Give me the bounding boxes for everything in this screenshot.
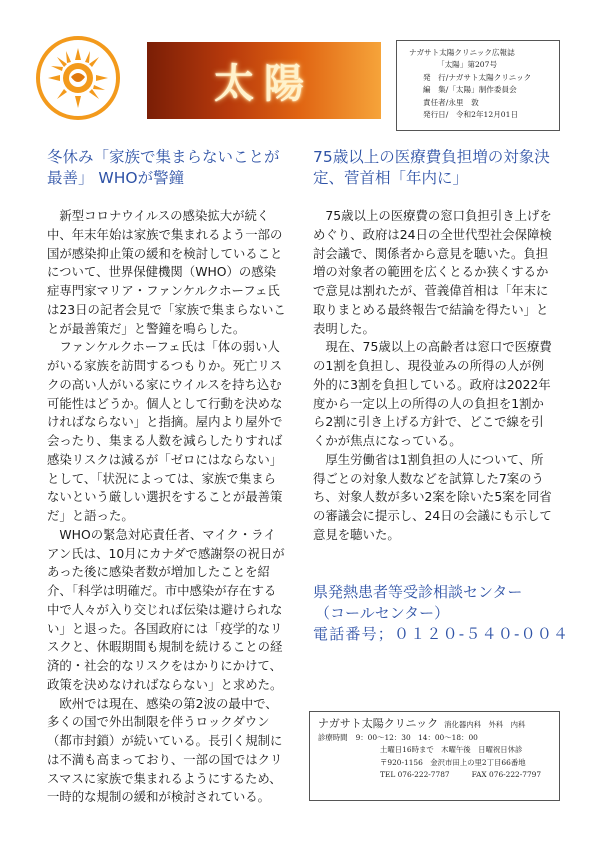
clinic-fax: FAX 076-222-7797	[471, 770, 542, 780]
info-line: 発 行/ナガサト太陽クリニック	[423, 72, 532, 82]
paragraph: 厚生労働省は1割負担の人について、所得ごとの対象人数などを試算した7案のうち、対象人数が多い2案を除いた5案を同省の審議会に提示し、24日の会議にも示して意見を聴いた。	[313, 451, 552, 542]
paragraph: 75歳以上の医療費の窓口負担引き上げをめぐり、政府は24日の全世代型社会保障検討会議で、関係者から意見を聴いた。負担増の対象者の範囲を広くとるか狭くするかで意見は割れたが、菅義偉首相は「年末に取りまとめる最終報告で結論を得たい」と表明した。	[313, 208, 552, 336]
info-line: 責任者/永里 敦	[423, 97, 479, 107]
masthead-banner	[147, 42, 381, 119]
right-article-body	[313, 207, 553, 545]
clinic-info-box	[309, 711, 560, 801]
clinic-note: 土曜日16時まで 木曜午後 日曜祝日休診	[380, 745, 523, 755]
center-phone: 電話番号；０１２０-５４０-００４	[313, 625, 570, 643]
left-article-headline: 冬休み「家族で集まらないことが最善」 WHOが警鐘	[47, 148, 280, 187]
paragraph: 新型コロナウイルスの感染拡大が続く中、年末年始は家族で集まれるよう一部の国が感染抑止策の緩和を検討していることについて、世界保健機関（WHO）の感染症専門家マリア・ファンケルクホーフェ氏は23日の記者会見で「家族で集まらないことが最善策だ」と警鐘を鳴らした。	[47, 208, 286, 336]
left-article-body	[47, 207, 287, 807]
paragraph: 欧州では現在、感染の第2波の最中で、多くの国で外出制限を伴うロックダウン（都市封鎖）が続いている。長引く規制には不満も高まっており、一部の国ではクリスマスに家族で集まれるようにするため、一時的な規制の緩和が検討されている。	[47, 695, 283, 805]
center-name: 県発熱患者等受診相談センター	[313, 583, 523, 601]
paragraph: 現在、75歳以上の高齢者は窓口で医療費の1割を負担し、現役並みの所得の人が例外的に3割を負担している。政府は2022年度から一定以上の所得の人の負担を1割から2割に引き上げる方針で、どこで線を引くかが焦点になっている。	[313, 339, 552, 448]
info-line: ナガサト太陽クリニック広報誌	[409, 48, 515, 57]
consultation-center	[313, 582, 573, 645]
clinic-name: ナガサト太陽クリニック	[318, 717, 439, 730]
paragraph: ファンケルクホーフェ氏は「体の弱い人がいる家族を訪問するつもりか。死亡リスクの高い人がいる家にウイルスを持ち込む可能性はどうか。個人として行動を決めなければならない」と指摘。屋内より屋外で会ったり、集まる人数を減らしたりすれば感染リスクは減るが「ゼロにはならない」として、「状況によっては、家族で集まらないという厳しい選択をすることが最善策だ」と語った。	[47, 339, 283, 523]
info-line: 「太陽」第207号	[437, 60, 498, 70]
clinic-address: 〒920-1156 金沢市田上の里2丁目66番地	[380, 757, 526, 767]
sun-logo	[36, 36, 120, 120]
paragraph: WHOの緊急対応責任者、マイク・ライアン氏は、10月にカナダで感謝祭の祝日があった後に感染者数が増加したことを紹介、「科学は明確だ。市中感染が存在する中で人々が入り交じれば伝染は避けられない」と退った。各国政府には「疫学的なリスクと、休暇期間も規制を続けることの経済的・社会的なリスクをはかりにかけて、政策を決めなければならない」と求めた。	[47, 526, 285, 692]
info-line: 発行日/ 令和2年12月01日	[423, 110, 519, 120]
issue-info-box	[396, 40, 560, 131]
right-article-headline: 75歳以上の医療費負担増の対象決定、菅首相「年内に」	[313, 148, 550, 187]
info-line: 編 集/「太陽」制作委員会	[423, 85, 517, 95]
hours-label: 診療時間	[318, 732, 348, 742]
center-subtitle: （コールセンター）	[315, 604, 450, 622]
clinic-tel: TEL 076-222-7787	[380, 770, 450, 780]
masthead-title: 太陽	[214, 60, 314, 107]
clinic-departments: 消化器内科 外科 内科	[444, 720, 526, 729]
clinic-hours: 9：00～12：30 14：00～18：00	[355, 732, 478, 742]
